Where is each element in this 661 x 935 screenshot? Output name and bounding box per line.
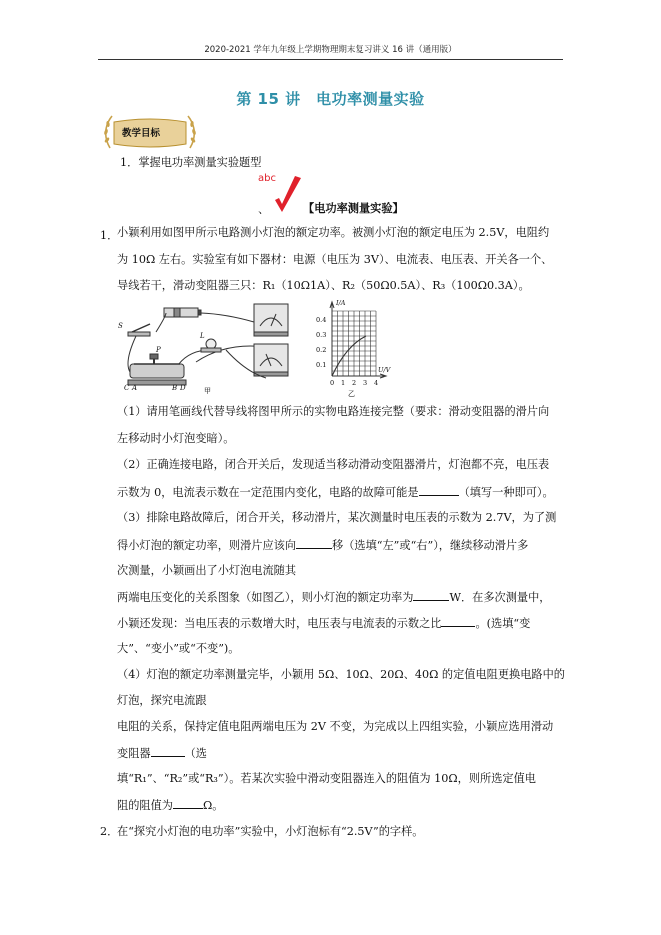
part2-line-2 — [117, 485, 554, 499]
graph-x-label: U/V — [378, 366, 391, 374]
part4-line-6-text: 阻的阻值为 — [117, 799, 173, 812]
figure-label-jia: 甲 — [204, 387, 211, 394]
circuit-diagram-jia — [116, 302, 301, 394]
graph-y-label: I/A — [336, 299, 346, 307]
answer-blank-rheostat[interactable] — [151, 746, 185, 757]
answer-blank-ratio[interactable] — [441, 616, 475, 627]
circuit-label-a: A — [132, 384, 138, 392]
graph-x-tick-3: 3 — [363, 379, 368, 387]
part4-line-6-tail: Ω。 — [202, 799, 224, 812]
q1-line-2: 为 10Ω 左右。实验室有如下器材：电源（电压为 3V）、电流表、电压表、开关各一个、 — [117, 253, 553, 266]
circuit-label-c: C — [124, 384, 130, 392]
page-title: 第 15 讲 电功率测量实验 — [236, 90, 425, 108]
part3-line-1: （3）排除电路故障后，闭合开关，移动滑片，某次测量时电压表的示数为 2.7V，为了测 — [117, 511, 557, 524]
part3-line-4 — [117, 590, 550, 604]
section-prefix: 、 — [258, 203, 270, 216]
part4-line-6 — [117, 798, 223, 812]
graph-x-tick-2: 2 — [352, 379, 357, 387]
circuit-label-d: D — [180, 384, 186, 392]
part4-line-1: （4）灯泡的额定功率测量完毕，小颖用 5Ω、10Ω、20Ω、40Ω 的定值电阻更换电路中的 — [117, 668, 565, 681]
objective-number: 1． — [120, 156, 139, 169]
q2-number: 2． — [100, 825, 119, 838]
part2-line-1: （2）正确连接电路，闭合开关后，发现适当移动滑动变阻器滑片，灯泡都不亮，电压表 — [117, 458, 550, 471]
part3-line-2-tail: 移（选填“左”或“右”），继续移动滑片多 — [332, 539, 529, 552]
answer-blank-power[interactable] — [413, 590, 449, 601]
part3-line-2-text: 得小灯泡的额定功率，则滑片应该向 — [117, 539, 297, 552]
part2-line-2-text: 示数为 0，电流表示数在一定范围内变化，电路的故障可能是 — [117, 486, 419, 499]
circuit-label-l: L — [200, 332, 205, 340]
objectives-badge-label: 教学目标 — [122, 128, 161, 139]
graph-x-tick-0: 0 — [330, 379, 335, 387]
graph-y-tick-02: 0.2 — [316, 346, 327, 354]
part3-line-6: 大”、“变小”或“不变”)。 — [117, 642, 240, 655]
part3-line-4-text: 两端电压变化的关系图象（如图乙），则小灯泡的额定功率为 — [117, 591, 414, 604]
q2-text: 在“探究小灯泡的电功率”实验中，小灯泡标有“2.5V”的字样。 — [117, 825, 424, 838]
section-heading: 【电功率测量实验】 — [303, 201, 404, 215]
header-divider — [98, 59, 563, 60]
part4-line-4 — [117, 746, 207, 760]
circuit-label-b: B — [172, 384, 178, 392]
q1-number: 1． — [100, 229, 119, 242]
answer-blank-fault[interactable] — [419, 485, 459, 496]
part4-line-3: 电阻的关系，保持定值电阻两端电压为 2V 不变，为完成以上四组实验，小颖应选用滑动 — [117, 720, 554, 733]
q1-line-1: 小颖利用如图甲所示电路测小灯泡的额定功率。被测小灯泡的额定电压为 2.5V，电阻约 — [117, 226, 550, 239]
part4-line-4-tail: （选 — [184, 747, 207, 760]
answer-blank-direction[interactable] — [296, 538, 332, 549]
figure-label-yi: 乙 — [348, 390, 355, 398]
part3-line-3: 次测量，小颖画出了小灯泡电流随其 — [117, 564, 297, 577]
abc-mark-text: abc — [258, 173, 276, 184]
q1-line-3: 导线若干，滑动变阻器三只：R₁（10Ω1A）、R₂（50Ω0.5A）、R₃（100Ω0.3A）。 — [117, 279, 530, 292]
part1-line-2: 左移动时小灯泡变暗）。 — [117, 432, 235, 445]
graph-x-tick-1: 1 — [341, 379, 346, 387]
graph-y-tick-03: 0.3 — [316, 331, 327, 339]
answer-blank-resistance[interactable] — [173, 798, 203, 809]
objective-text: 掌握电功率测量实验题型 — [138, 156, 262, 169]
part2-line-2-tail: （填写一种即可）。 — [458, 486, 554, 499]
part4-line-5: 填“R₁”、“R₂”或“R₃”）。若某次实验中滑动变阻器连入的阻值为 10Ω，则所选定值电 — [117, 772, 536, 785]
graph-y-tick-04: 0.4 — [316, 316, 327, 324]
part3-line-4-tail: W．在多次测量中， — [449, 591, 551, 604]
running-header: 2020-2021 学年九年级上学期物理期末复习讲义 16 讲（通用版） — [204, 45, 457, 55]
part3-line-5 — [117, 616, 530, 630]
objective-item — [120, 156, 261, 169]
part3-line-5-text: 小颖还发现：当电压表的示数增大时，电压表与电流表的示数之比 — [117, 617, 442, 630]
graph-y-tick-01: 0.1 — [316, 361, 327, 369]
part3-line-2 — [117, 538, 528, 552]
part4-line-4-text: 变阻器 — [117, 747, 151, 760]
graph-x-tick-4: 4 — [374, 379, 379, 387]
part4-line-2: 灯泡，探究电流跟 — [117, 694, 207, 707]
circuit-label-p: P — [156, 346, 161, 354]
part3-line-5-tail: 。(选填“变 — [475, 617, 531, 630]
circuit-label-s: S — [118, 322, 123, 330]
part1-line-1: （1）请用笔画线代替导线将图甲所示的实物电路连接完整（要求：滑动变阻器的滑片向 — [117, 405, 550, 418]
iu-graph-yi — [312, 296, 392, 400]
